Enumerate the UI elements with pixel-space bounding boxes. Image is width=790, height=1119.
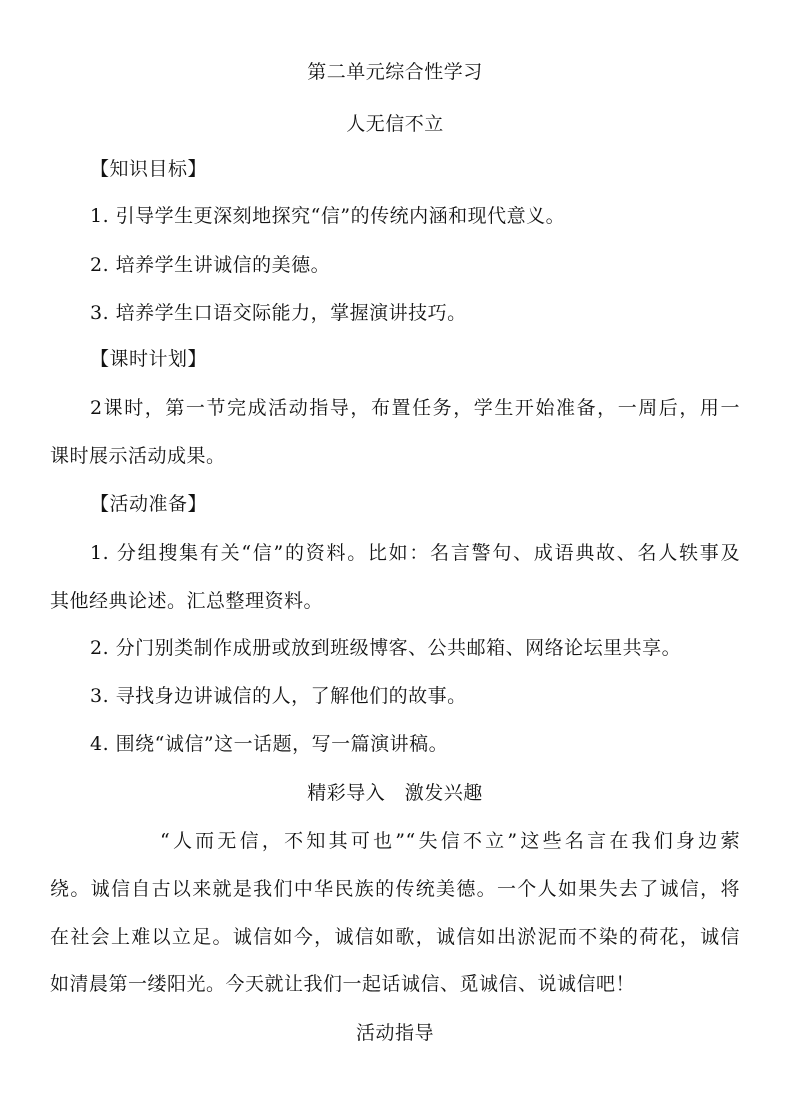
schedule-heading: 【课时计划】 [90,348,208,370]
knowledge-item-1: 1. 引导学生更深刻地探究“信”的传统内涵和现代意义。 [90,205,566,227]
intro-paragraph-line-2: 绕。诚信自古以来就是我们中华民族的传统美德。一个人如果失去了诚信，将 [50,878,740,900]
preparation-heading: 【活动准备】 [90,493,208,515]
knowledge-goals-heading: 【知识目标】 [90,158,208,180]
preparation-item-1-line-1: 1. 分组搜集有关“信”的资料。比如：名言警句、成语典故、名人轶事及 [90,542,740,564]
preparation-item-2: 2. 分门别类制作成册或放到班级博客、公共邮箱、网络论坛里共享。 [90,637,682,659]
schedule-text-line-1: 2课时，第一节完成活动指导，布置任务，学生开始准备，一周后，用一 [90,397,740,419]
activity-guide-heading: 活动指导 [355,1022,434,1044]
intro-paragraph-line-4: 如清晨第一缕阳光。今天就让我们一起话诚信、觅诚信、说诚信吧！ [50,973,636,995]
preparation-item-1-line-2: 其他经典论述。汇总整理资料。 [50,590,324,612]
knowledge-item-2: 2. 培养学生讲诚信的美德。 [90,254,331,276]
knowledge-item-3: 3. 培养学生口语交际能力，掌握演讲技巧。 [90,302,467,324]
document-subtitle: 人无信不立 [346,113,444,135]
preparation-item-3: 3. 寻找身边讲诚信的人，了解他们的故事。 [90,685,467,707]
preparation-item-4: 4. 围绕“诚信”这一话题，写一篇演讲稿。 [90,733,449,755]
intro-heading: 精彩导入 激发兴趣 [307,782,483,804]
schedule-text-line-2: 课时展示活动成果。 [50,445,226,467]
intro-paragraph-line-3: 在社会上难以立足。诚信如今，诚信如歌，诚信如出淤泥而不染的荷花，诚信 [50,926,740,948]
document-title: 第二单元综合性学习 [307,61,483,83]
intro-paragraph-line-1: “人而无信，不知其可也”“失信不立”这些名言在我们身边萦 [160,830,740,852]
